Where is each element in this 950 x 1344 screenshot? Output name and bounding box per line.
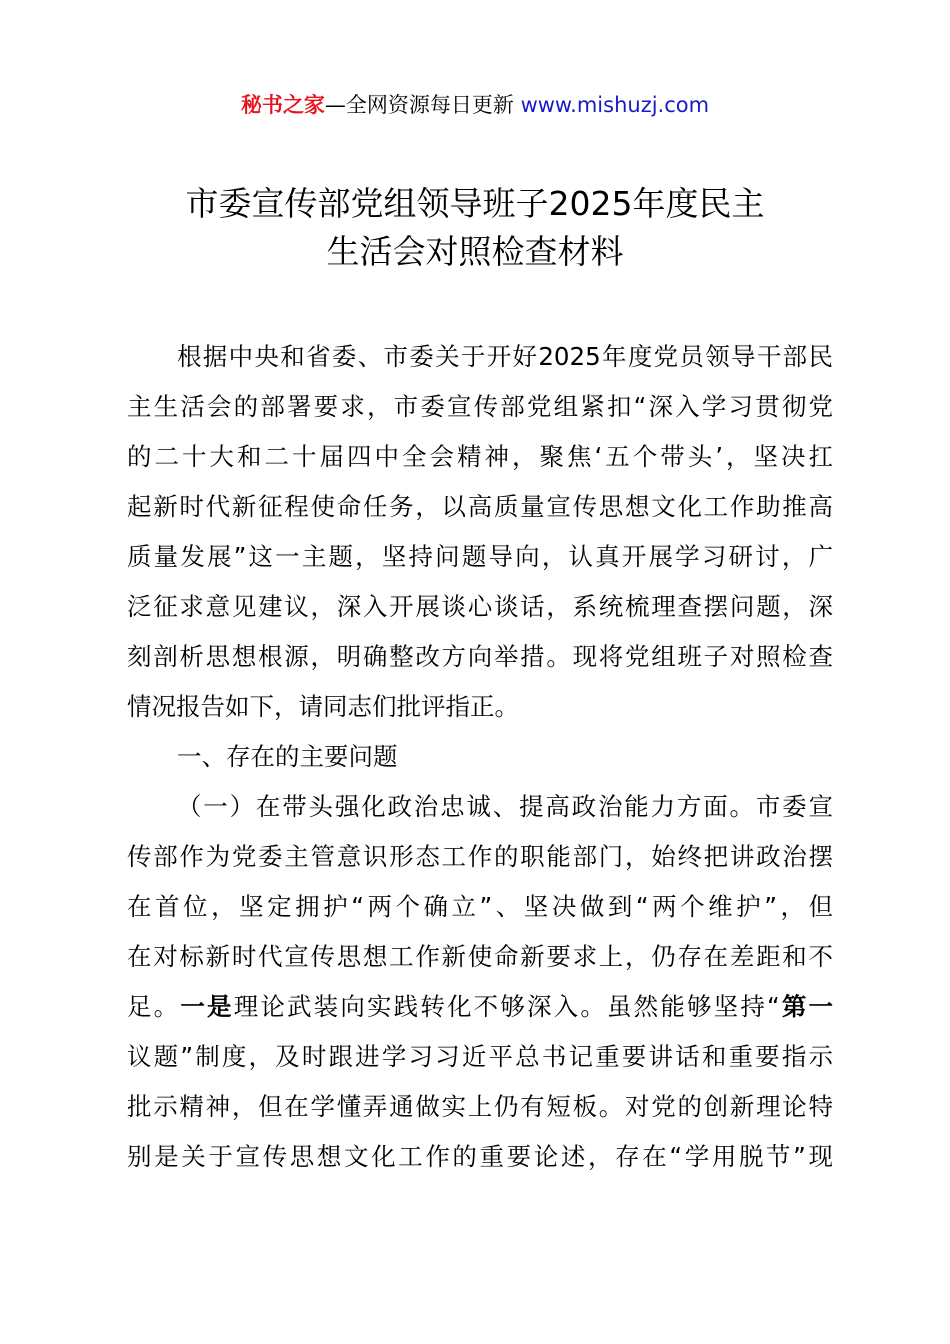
brand-name: 秘书之家 [240, 93, 325, 117]
subsection-line: 别是关于宣传思想文化工作的重要论述，存在“学用脱节”现 [127, 1142, 833, 1171]
subsection-line-mixed [127, 982, 833, 1032]
bold-term: 第一 [779, 992, 833, 1021]
subsection-line: 议题”制度，及时跟进学习习近平总书记重要讲话和重要指示 [127, 1042, 833, 1071]
subsection-line: 在对标新时代宣传思想工作新使命新要求上，仍存在差距和不 [127, 942, 833, 971]
bold-marker-first: 一是 [180, 992, 234, 1021]
document-body [127, 332, 833, 1182]
site-header-banner [0, 88, 950, 122]
website-link[interactable]: www.mishuzj.com [520, 93, 710, 117]
subsection-line: 批示精神，但在学懂弄通做实上仍有短板。对党的创新理论特 [127, 1092, 833, 1121]
document-title [0, 180, 950, 276]
intro-line: 起新时代新征程使命任务，以高质量宣传思想文化工作助推高 [127, 492, 833, 521]
subsection-line: 在首位，坚定拥护“两个确立”、坚决做到“两个维护”，但 [127, 892, 833, 921]
intro-line: 情况报告如下，请同志们批评指正。 [127, 692, 519, 721]
text-run: 足。 [127, 992, 181, 1021]
section-heading: 一、存在的主要问题 [177, 742, 398, 771]
intro-line: 根据中央和省委、市委关于开好2025年度党员领导干部民 [177, 342, 833, 371]
intro-line: 质量发展”这一主题，坚持问题导向，认真开展学习研讨，广 [127, 542, 833, 571]
subsection-line: （一）在带头强化政治忠诚、提高政治能力方面。市委宣 [177, 792, 833, 821]
intro-line: 泛征求意见建议，深入开展谈心谈话，系统梳理查摆问题，深 [127, 592, 833, 621]
title-line-2: 生活会对照检查材料 [326, 232, 624, 271]
intro-line: 的二十大和二十届四中全会精神，聚焦‘五个带头’，坚决扛 [127, 442, 833, 471]
text-run: 理论武装向实践转化不够深入。虽然能够坚持“ [233, 992, 780, 1021]
title-line-1: 市委宣传部党组领导班子2025年度民主 [185, 184, 765, 223]
header-slogan: —全网资源每日更新 [324, 93, 514, 117]
intro-line: 刻剖析思想根源，明确整改方向举措。现将党组班子对照检查 [127, 642, 833, 671]
intro-line: 主生活会的部署要求，市委宣传部党组紧扣“深入学习贯彻党 [127, 392, 833, 421]
subsection-line: 传部作为党委主管意识形态工作的职能部门，始终把讲政治摆 [127, 842, 833, 871]
